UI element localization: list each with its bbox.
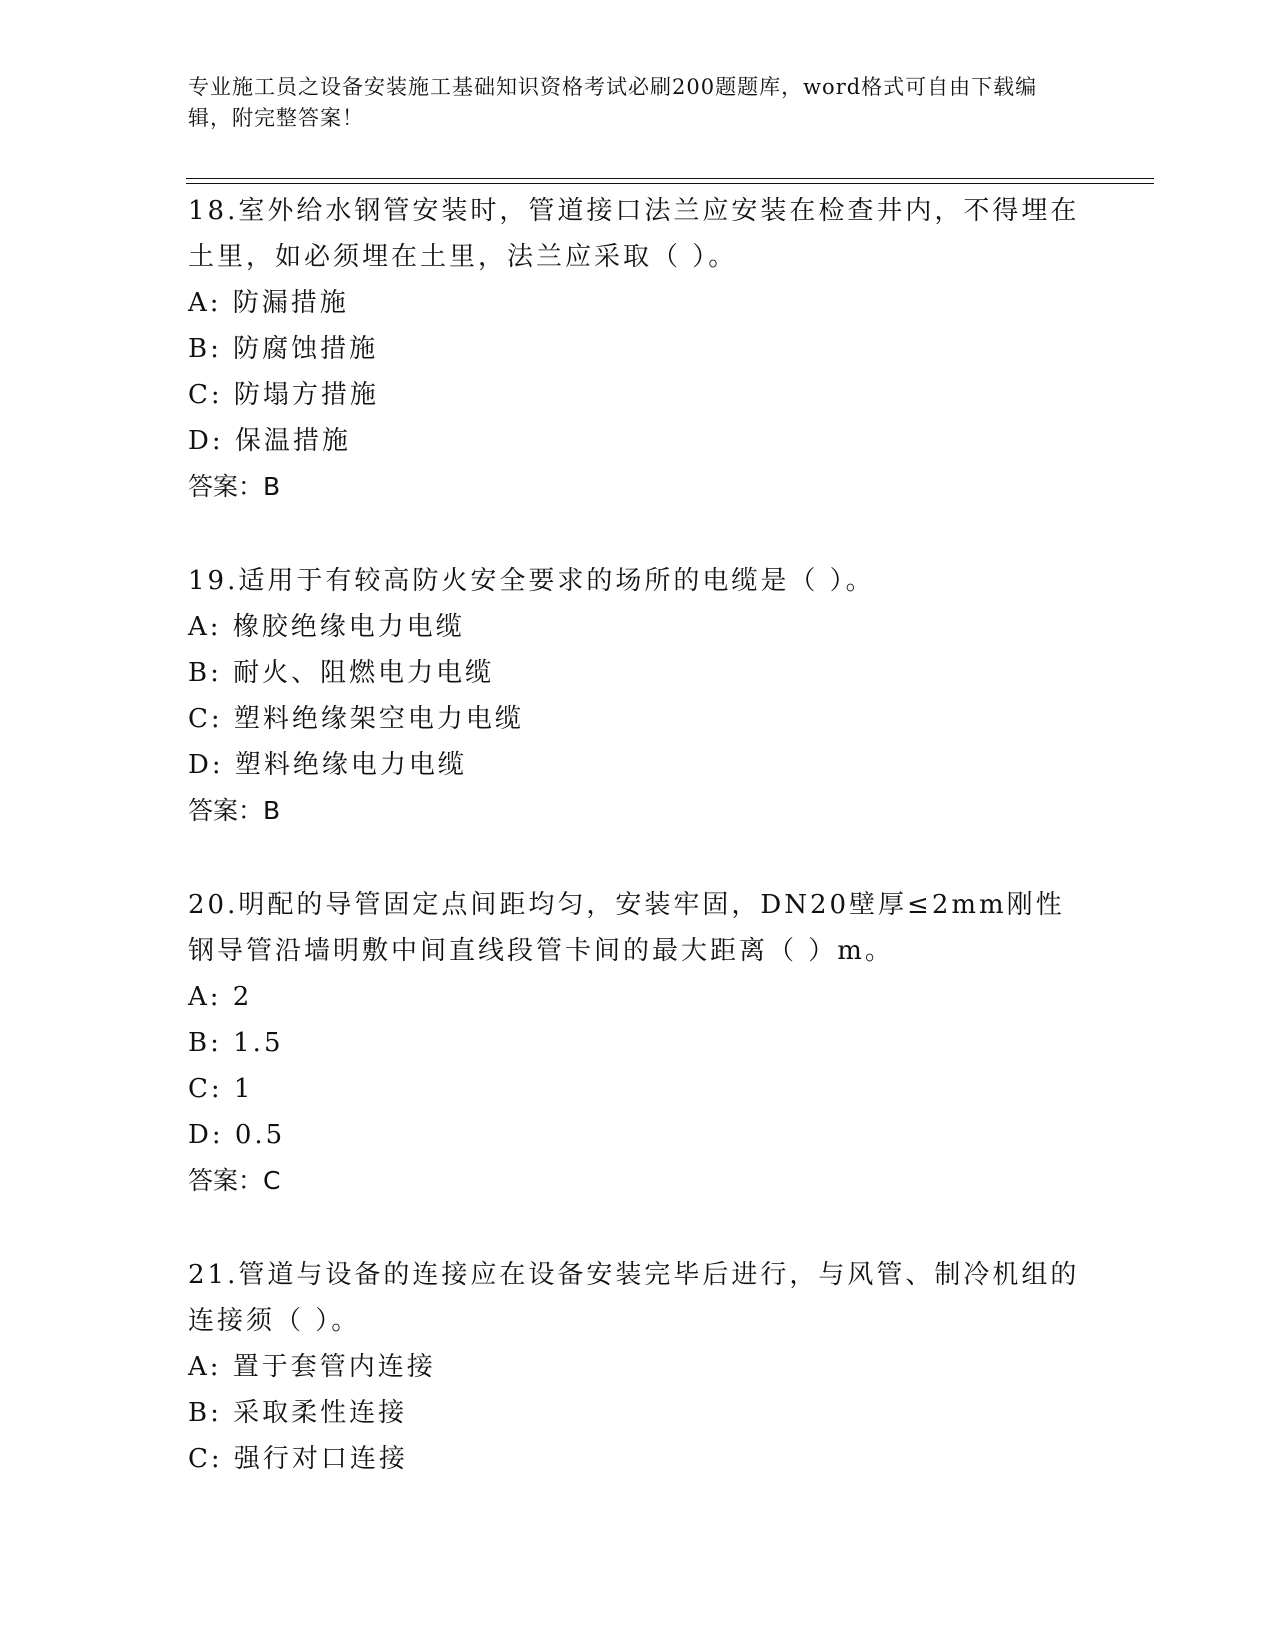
header-divider-top [186, 178, 1154, 179]
answer: 答案：B [188, 796, 281, 825]
question-19 [188, 558, 1088, 834]
option-a: A: 2 [188, 982, 253, 1012]
option-d: D: 塑料绝缘电力电缆 [188, 750, 467, 780]
header-divider-bottom [186, 183, 1154, 184]
question-20 [188, 882, 1088, 1204]
option-a: A: 橡胶绝缘电力电缆 [188, 612, 465, 642]
answer: 答案：B [188, 472, 281, 501]
option-c: C: 防塌方措施 [188, 380, 379, 410]
option-a: A: 防漏措施 [188, 288, 349, 318]
question-18 [188, 188, 1088, 510]
option-c: C: 1 [188, 1074, 254, 1104]
option-a: A: 置于套管内连接 [188, 1352, 436, 1382]
question-stem: 21.管道与设备的连接应在设备安装完毕后进行，与风管、制冷机组的连接须（ ）。 [188, 1260, 1080, 1336]
option-d: D: 0.5 [188, 1120, 286, 1150]
option-b: B: 采取柔性连接 [188, 1398, 408, 1428]
question-21 [188, 1252, 1088, 1482]
document-header: 专业施工员之设备安装施工基础知识资格考试必刷200题题库，word格式可自由下载编辑，附完整答案！ [188, 75, 1038, 130]
question-spacer [188, 834, 1088, 882]
question-spacer [188, 1204, 1088, 1252]
question-spacer [188, 510, 1088, 558]
question-stem: 18.室外给水钢管安装时，管道接口法兰应安装在检查井内，不得埋在土里，如必须埋在土里，法兰应采取（ ）。 [188, 196, 1080, 272]
option-b: B: 1.5 [188, 1028, 284, 1058]
answer: 答案：C [188, 1166, 281, 1195]
option-d: D: 保温措施 [188, 426, 351, 456]
option-c: C: 强行对口连接 [188, 1444, 408, 1474]
question-stem: 20.明配的导管固定点间距均匀，安装牢固，DN20壁厚≤2mm刚性钢导管沿墙明敷中间直线段管卡间的最大距离（ ）m。 [188, 890, 1065, 966]
question-stem: 19.适用于有较高防火安全要求的场所的电缆是（ ）。 [188, 566, 875, 596]
option-b: B: 防腐蚀措施 [188, 334, 379, 364]
question-list [188, 188, 1088, 1482]
option-c: C: 塑料绝缘架空电力电缆 [188, 704, 524, 734]
option-b: B: 耐火、阻燃电力电缆 [188, 658, 495, 688]
